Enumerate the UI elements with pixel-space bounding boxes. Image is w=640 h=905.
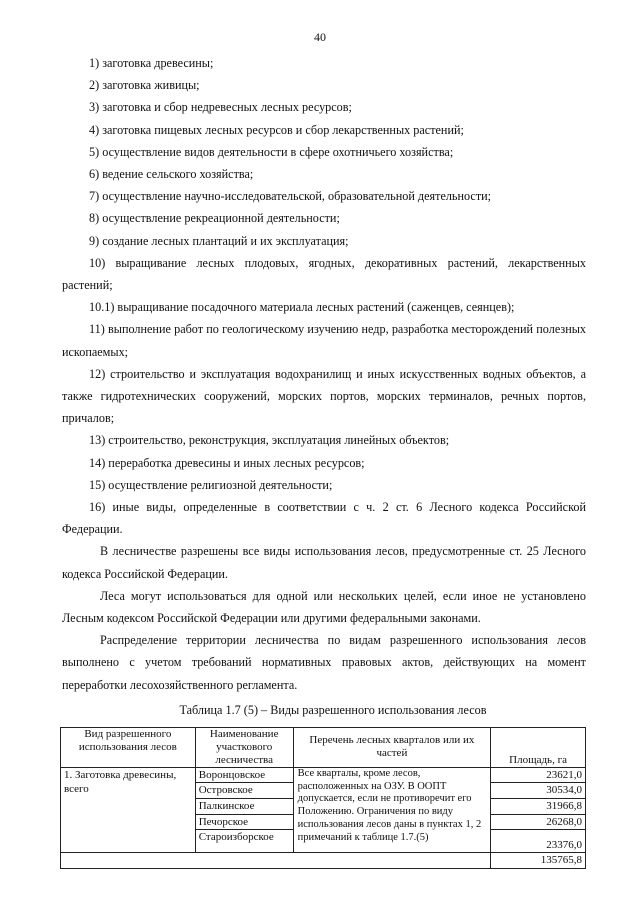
area-cell: 23621,0: [491, 767, 586, 783]
quarters-cell: Все кварталы, кроме лесов, расположенных на ОЗУ. В ООПТ допускается, если не противоречит его Положению. Ограничения по виду использования лесов даны в пунктах 1, 2 примечаний к таблице 1.7.(5): [293, 767, 490, 852]
area-cell: 30534,0: [491, 783, 586, 799]
list-item: 14) переработка древесины и иных лесных ресурсов;: [89, 455, 365, 470]
area-cell: 26268,0: [491, 814, 586, 830]
paragraph: Распределение территории лесничества по видам разрешенного использования лесов выполнено с учетом требований нормативных правовых актов, действующих на момент переработки лесохозяйственного регламента.: [62, 633, 586, 692]
list-item: 12) строительство и эксплуатация водохранилищ и иных искусственных водных объектов, а также гидротехнических сооружений, морских портов, морских терминалов, речных портов, причалов;: [62, 366, 586, 426]
list-item: 8) осуществление рекреационной деятельности;: [89, 211, 340, 226]
forestry-cell: Староизборское: [195, 830, 293, 853]
document-body: [62, 52, 586, 869]
area-cell: 23376,0: [491, 830, 586, 853]
list-item: 10.1) выращивание посадочного материала лесных растений (саженцев, сеянцев);: [89, 300, 515, 315]
header-area: Площадь, га: [491, 727, 586, 767]
list-item: 10) выращивание лесных плодовых, ягодных, декоративных растений, лекарственных растений;: [62, 255, 586, 293]
list-item: 15) осуществление религиозной деятельности;: [89, 477, 333, 492]
table-row: [61, 767, 586, 783]
list-item: 2) заготовка живицы;: [89, 78, 200, 93]
area-cell: 31966,8: [491, 799, 586, 815]
forestry-cell: Палкинское: [195, 799, 293, 815]
list-item: 9) создание лесных плантаций и их эксплуатация;: [89, 233, 349, 248]
header-forestry: Наименование участкового лесничества: [195, 727, 293, 767]
list-item: 13) строительство, реконструкция, эксплуатация линейных объектов;: [89, 433, 450, 448]
list-item: 3) заготовка и сбор недревесных лесных ресурсов;: [89, 100, 352, 115]
list-item: 4) заготовка пищевых лесных ресурсов и сбор лекарственных растений;: [89, 122, 464, 137]
list-item: 5) осуществление видов деятельности в сфере охотничьего хозяйства;: [89, 144, 454, 159]
header-quarters: Перечень лесных кварталов или их частей: [293, 727, 490, 767]
table-header-row: [61, 727, 586, 767]
total-area-cell: 135765,8: [491, 853, 586, 869]
total-label-cell: [61, 853, 491, 869]
list-item: 7) осуществление научно-исследовательской, образовательной деятельности;: [89, 189, 492, 204]
permitted-uses-list: [62, 52, 586, 540]
use-type-cell: 1. Заготовка древесины, всего: [61, 767, 196, 852]
header-use-type: Вид разрешенного использования лесов: [61, 727, 196, 767]
table-total-row: [61, 853, 586, 869]
paragraph: В лесничестве разрешены все виды использования лесов, предусмотренные ст. 25 Лесного кодекса Российской Федерации.: [62, 544, 586, 581]
page-number: 40: [314, 30, 326, 44]
list-item: 11) выполнение работ по геологическому изучению недр, разработка месторождений полезных ископаемых;: [62, 322, 586, 359]
list-item: 16) иные виды, определенные в соответствии с ч. 2 ст. 6 Лесного кодекса Российской Федерации.: [62, 500, 586, 537]
list-item: 1) заготовка древесины;: [89, 56, 214, 70]
paragraph: Леса могут использоваться для одной или нескольких целей, если иное не установлено Лесным кодексом Российской Федерации или другими федеральными законами.: [62, 588, 586, 626]
permitted-use-table: [60, 727, 586, 869]
table-caption: Таблица 1.7 (5) – Виды разрешенного использования лесов: [179, 702, 487, 717]
forestry-cell: Островское: [195, 783, 293, 799]
list-item: 6) ведение сельского хозяйства;: [89, 167, 254, 182]
forestry-cell: Печорское: [195, 814, 293, 830]
forestry-cell: Воронцовское: [195, 767, 293, 783]
